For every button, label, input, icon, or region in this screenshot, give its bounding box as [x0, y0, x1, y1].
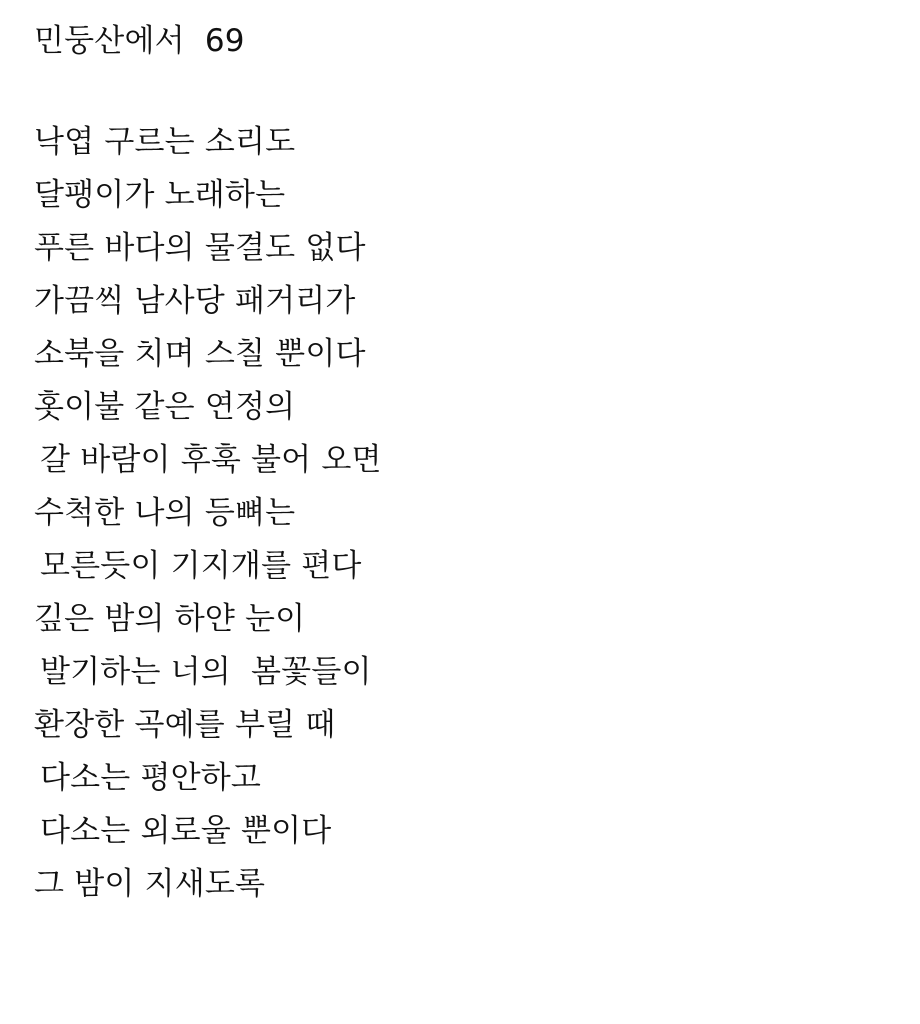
poem-line: 소북을 치며 스칠 뿐이다: [34, 336, 366, 372]
poem-line: 가끔씩 남사당 패거리가: [34, 283, 356, 319]
poem-line: 달팽이가 노래하는: [34, 177, 286, 213]
poem-line: 수척한 나의 등뼈는: [34, 495, 296, 531]
poem-line: 모른듯이 기지개를 편다: [40, 548, 362, 584]
poem-line: 낙엽 구르는 소리도: [34, 124, 296, 160]
poem-line: 그 밤이 지새도록: [34, 866, 266, 902]
poem-body: [34, 116, 920, 911]
poem-line: 깊은 밤의 하얀 눈이: [34, 601, 306, 637]
poem-line: 다소는 외로울 뿐이다: [40, 813, 332, 849]
poem-line: 홋이불 같은 연정의: [34, 389, 296, 425]
poem-line: 다소는 평안하고: [40, 760, 262, 796]
poem-line: 갈 바람이 후훅 불어 오면: [40, 442, 382, 478]
poem-line: 푸른 바다의 물결도 없다: [34, 230, 366, 266]
poem-line: 환장한 곡예를 부릴 때: [34, 707, 336, 743]
poem-line: 발기하는 너의 봄꽃들이: [40, 654, 372, 690]
page-header: 민둥산에서 69: [34, 23, 245, 59]
